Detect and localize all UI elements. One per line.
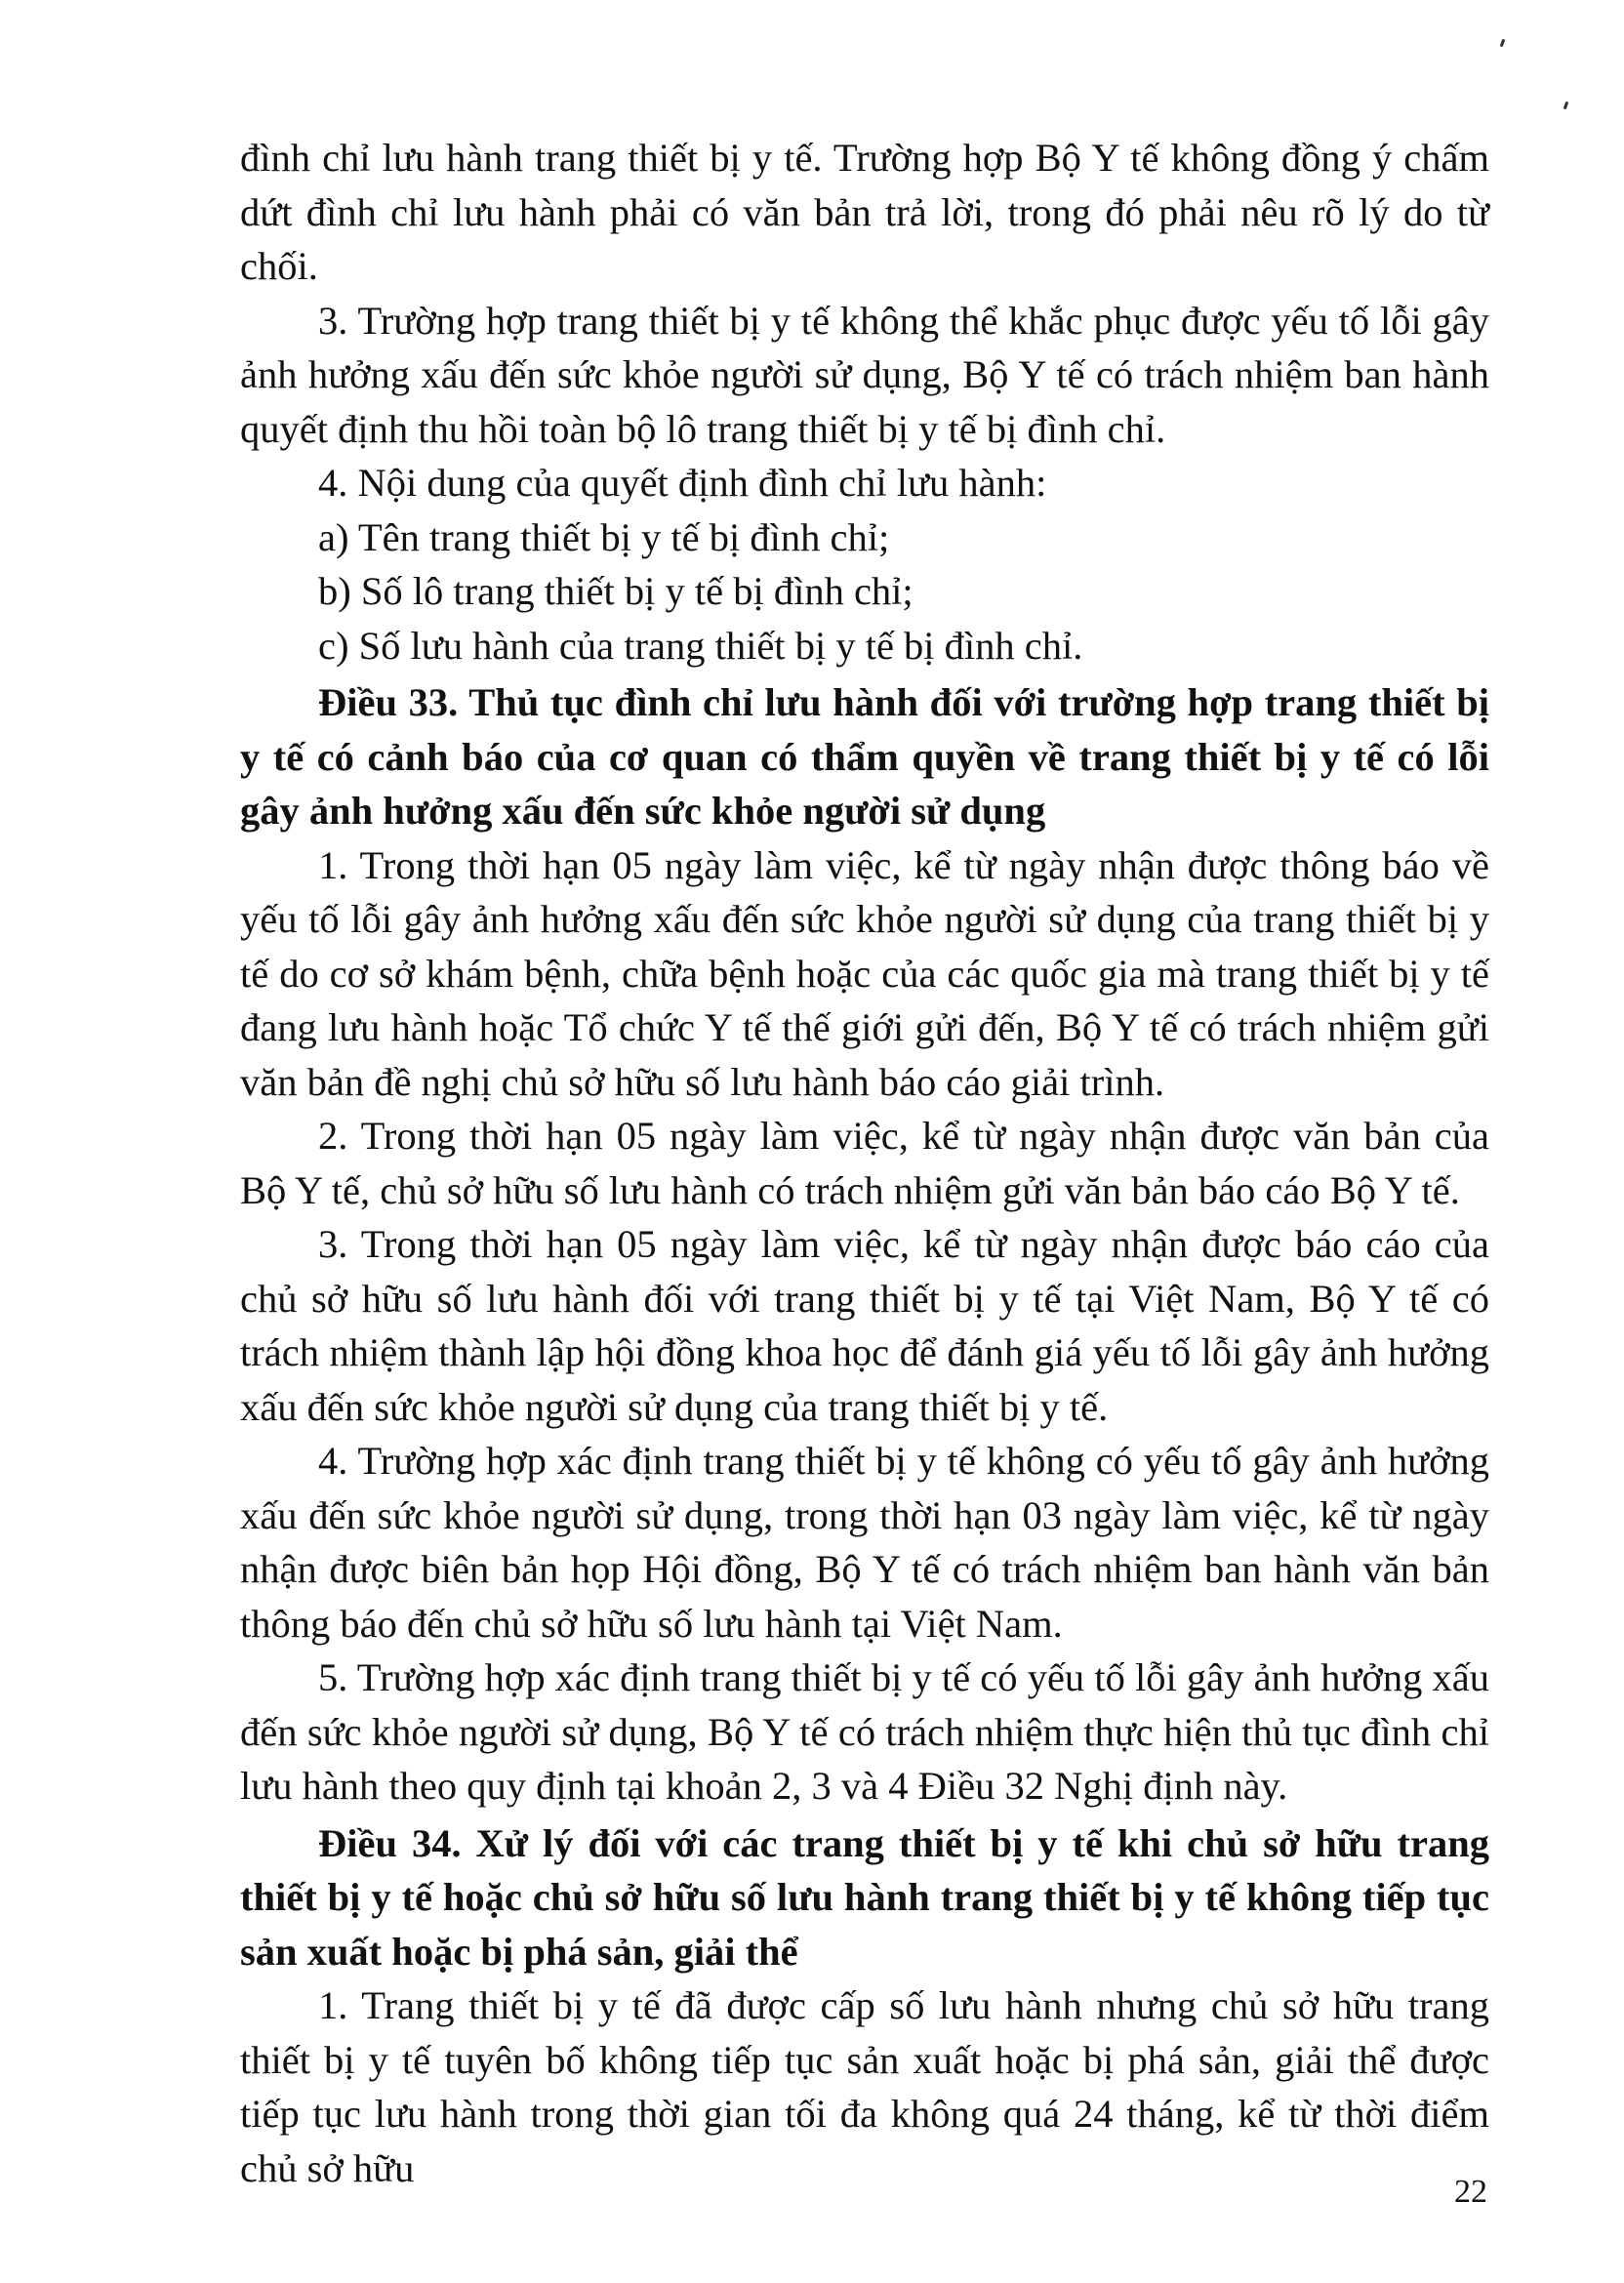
article-33-clause-5: 5. Trường hợp xác định trang thiết bị y tế có yếu tố lỗi gây ảnh hưởng xấu đến sức khỏe người sử dụng, Bộ Y tế có trách nhiệm thực hiện thủ tục đình chỉ lưu hành theo quy định tại khoản 2, 3 và 4 Điều 32 Nghị định này. bbox=[240, 1655, 1489, 1808]
page-number: 22 bbox=[1454, 2174, 1487, 2210]
paragraph-clause-4: 4. Nội dung của quyết định đình chỉ lưu hành: bbox=[318, 461, 1047, 505]
list-item-a: a) Tên trang thiết bị y tế bị đình chỉ; bbox=[318, 514, 890, 559]
article-33-clause-1: 1. Trong thời hạn 05 ngày làm việc, kể từ ngày nhận được thông báo về yếu tố lỗi gây ảnh hưởng xấu đến sức khỏe người sử dụng của trang thiết bị y tế do cơ sở khám bệnh, chữa bệnh hoặc của các quốc gia mà trang thiết bị y tế đang lưu hành hoặc Tổ chức Y tế thế giới gửi đến, Bộ Y tế có trách nhiệm gửi văn bản đề nghị chủ sở hữu số lưu hành báo cáo giải trình. bbox=[240, 842, 1489, 1104]
scan-speck bbox=[1500, 39, 1506, 48]
article-34-clause-1: 1. Trang thiết bị y tế đã được cấp số lưu hành nhưng chủ sở hữu trang thiết bị y tế tuyên bố không tiếp tục sản xuất hoặc bị phá sản, giải thể được tiếp tục lưu hành trong thời gian tối đa không quá 24 tháng, kể từ thời điểm chủ sở hữu bbox=[240, 1983, 1489, 2190]
paragraph-clause-3: 3. Trường hợp trang thiết bị y tế không thể khắc phục được yếu tố lỗi gây ảnh hưởng xấu đến sức khỏe người sử dụng, Bộ Y tế có trách nhiệm ban hành quyết định thu hồi toàn bộ lô trang thiết bị y tế bị đình chỉ. bbox=[240, 298, 1489, 451]
article-33-clause-4: 4. Trường hợp xác định trang thiết bị y tế không có yếu tố gây ảnh hưởng xấu đến sức khỏe người sử dụng, trong thời hạn 03 ngày làm việc, kể từ ngày nhận được biên bản họp Hội đồng, Bộ Y tế có trách nhiệm ban hành văn bản thông báo đến chủ sở hữu số lưu hành tại Việt Nam. bbox=[240, 1439, 1489, 1646]
document-body bbox=[240, 131, 1489, 2195]
article-33-clause-3: 3. Trong thời hạn 05 ngày làm việc, kể từ ngày nhận được báo cáo của chủ sở hữu số lưu hành đối với trang thiết bị y tế tại Việt Nam, Bộ Y tế có trách nhiệm thành lập hội đồng khoa học để đánh giá yếu tố lỗi gây ảnh hưởng xấu đến sức khỏe người sử dụng của trang thiết bị y tế. bbox=[240, 1222, 1489, 1429]
article-33-clause-2: 2. Trong thời hạn 05 ngày làm việc, kể từ ngày nhận được văn bản của Bộ Y tế, chủ sở hữu số lưu hành có trách nhiệm gửi văn bản báo cáo Bộ Y tế. bbox=[240, 1114, 1489, 1212]
list-item-b: b) Số lô trang thiết bị y tế bị đình chỉ; bbox=[318, 569, 914, 613]
article-33-heading: Điều 33. Thủ tục đình chỉ lưu hành đối với trường hợp trang thiết bị y tế có cảnh báo của cơ quan có thẩm quyền về trang thiết bị y tế có lỗi gây ảnh hưởng xấu đến sức khỏe người sử dụng bbox=[240, 680, 1489, 833]
paragraph-continued: đình chỉ lưu hành trang thiết bị y tế. Trường hợp Bộ Y tế không đồng ý chấm dứt đình chỉ lưu hành phải có văn bản trả lời, trong đó phải nêu rõ lý do từ chối. bbox=[240, 136, 1489, 288]
list-item-c: c) Số lưu hành của trang thiết bị y tế bị đình chỉ. bbox=[318, 623, 1083, 668]
article-34-heading: Điều 34. Xử lý đối với các trang thiết bị y tế khi chủ sở hữu trang thiết bị y tế hoặc chủ sở hữu số lưu hành trang thiết bị y tế không tiếp tục sản xuất hoặc bị phá sản, giải thể bbox=[240, 1820, 1489, 1974]
scan-speck bbox=[1563, 102, 1569, 110]
